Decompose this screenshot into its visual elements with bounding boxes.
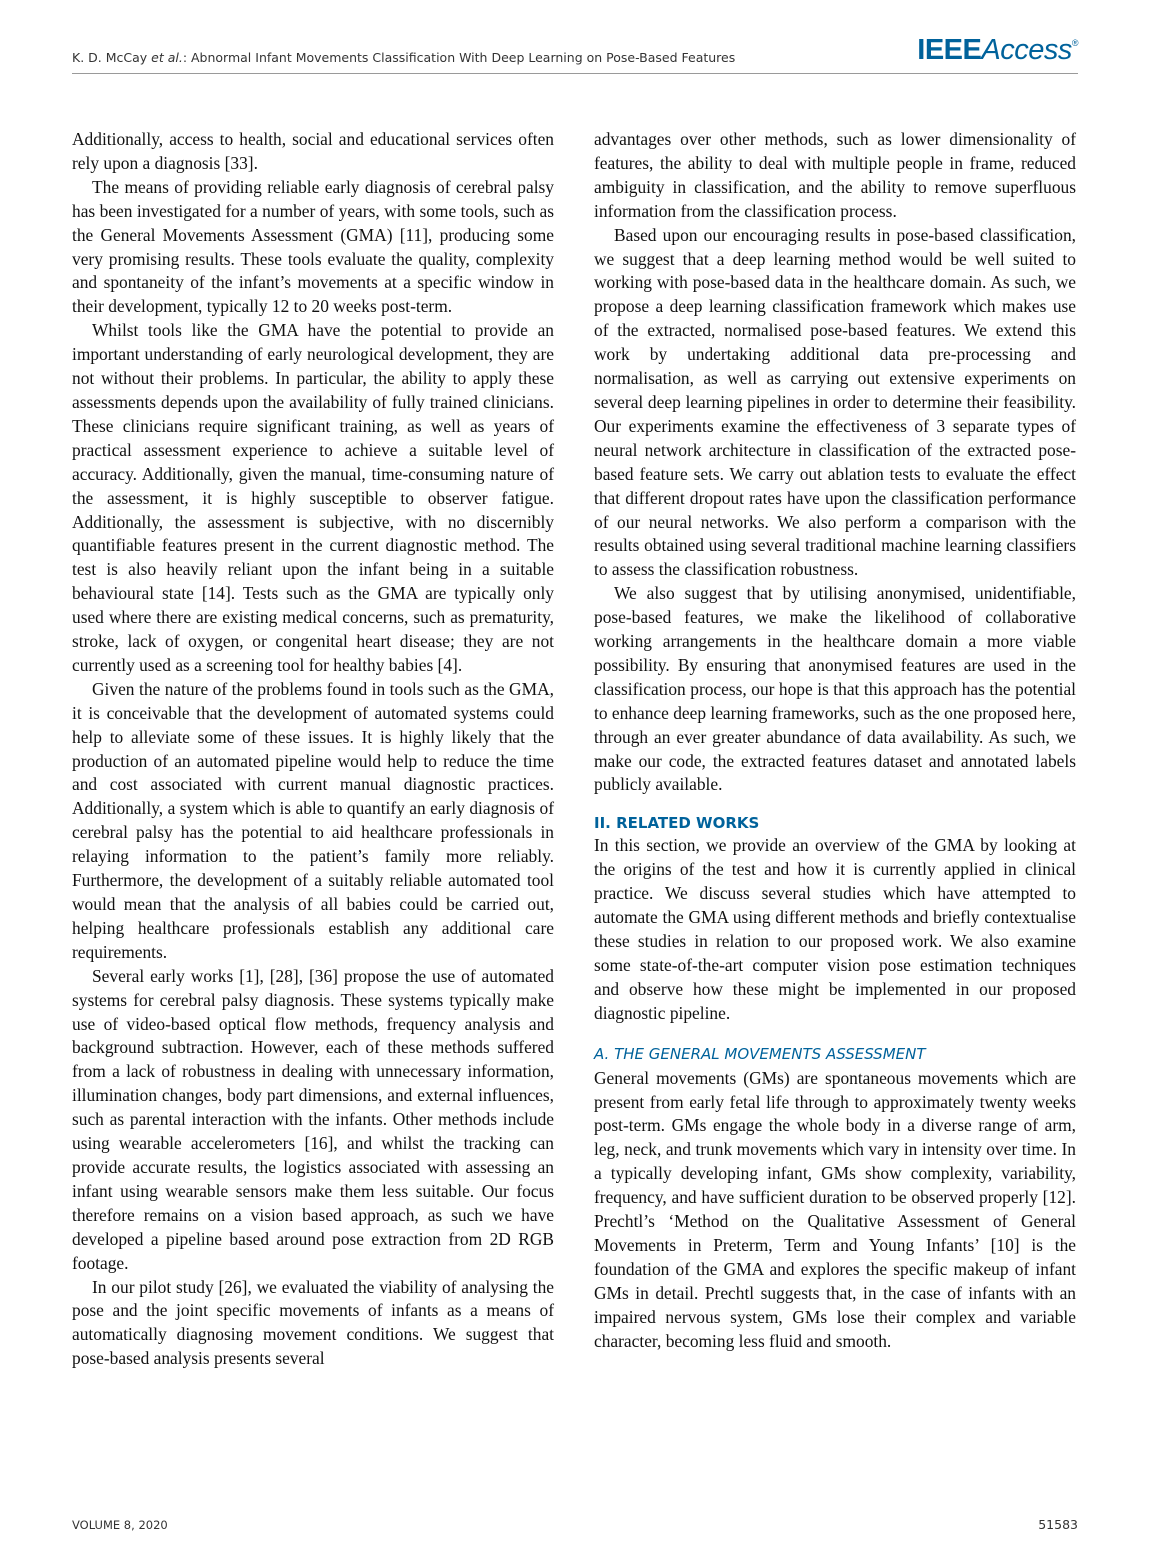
running-head-authors: K. D. McCay xyxy=(72,50,152,65)
footer-volume: VOLUME 8, 2020 xyxy=(72,1518,168,1532)
right-column xyxy=(594,128,1076,1354)
subsection-heading-gma: A. THE GENERAL MOVEMENTS ASSESSMENT xyxy=(594,1044,926,1063)
paragraph: Given the nature of the problems found in tools such as the GMA, it is conceivable that the development of automated systems could help to alleviate some of these issues. It is highly likely that the production of an automated pipeline would help to reduce the time and cost associated with current manual diagnostic practices. Additionally, a system which is able to quantify an early diagnosis of cerebral palsy has the potential to aid healthcare professionals in relaying information to the patient’s family more reliably. Furthermore, the development of a suitably reliable automated tool would mean that the analysis of all babies could be carried out, helping healthcare professionals establish any additional care requirements. xyxy=(72,678,554,962)
running-head-title: : Abnormal Infant Movements Classification With Deep Learning on Pose-Based Features xyxy=(182,50,736,65)
paragraph: In our pilot study [26], we evaluated the viability of analysing the pose and the joint specific movements of infants as a means of automatically diagnosing movement conditions. We suggest that pose-based analysis presents several xyxy=(72,1276,554,1369)
paragraph: We also suggest that by utilising anonymised, unidentifiable, pose-based features, we make the likelihood of collaborative working arrangements in the healthcare domain a more viable possibility. By ensuring that anonymised features are used in the classification process, our hope is that this approach has the potential to enhance deep learning frameworks, such as the one proposed here, through an ever greater abundance of data availability. As such, we make our code, the extracted features dataset and annotated labels publicly available. xyxy=(594,583,1076,795)
paragraph: Additionally, access to health, social and educational services often rely upon a diagnosis [33]. xyxy=(72,129,554,173)
paragraph: General movements (GMs) are spontaneous movements which are present from early fetal life through to approximately twenty weeks post-term. GMs engage the whole body in a diverse range of arm, leg, neck, and trunk movements which vary in intensity over time. In a typically developing infant, GMs show complexity, variability, frequency, and have sufficient duration to be observed properly [12]. Prechtl’s ‘Method on the Qualitative Assessment of General Movements in Preterm, Term and Young Infants’ [10] is the foundation of the GMA and explores the specific makeup of infant GMs in detail. Prechtl suggests that, in the case of infants with an impaired nervous system, GMs lose their complex and variable character, becoming less fluid and smooth. xyxy=(594,1067,1076,1351)
paragraph: In this section, we provide an overview of the GMA by looking at the origins of the test and how it is currently applied in clinical practice. We discuss several studies which have attempted to automate the GMA using different methods and briefly contextualise these studies in relation to our proposed work. We also examine some state-of-the-art computer vision pose estimation techniques and observe how these might be implemented in our proposed diagnostic pipeline. xyxy=(594,835,1076,1023)
paragraph: Whilst tools like the GMA have the potential to provide an important understanding of early neurological development, they are not without their problems. In particular, the ability to apply these assessments depends upon the availability of fully trained clinicians. These clinicians require significant training, as well as years of practical assessment experience to achieve a suitable level of accuracy. Additionally, given the manual, time-consuming nature of the assessment, it is highly susceptible to observer fatigue. Additionally, the assessment is subjective, with no discernibly quantifiable features present in the current diagnostic method. The test is also heavily reliant upon the infant being in a suitable behavioural state [14]. Tests such as the GMA are typically only used where there are existing medical concerns, such as prematurity, stroke, lack of oxygen, or congenital heart disease; they are not currently used as a screening tool for healthy babies [4]. xyxy=(72,320,554,675)
running-head xyxy=(72,50,772,65)
header-divider xyxy=(72,73,1078,74)
paragraph: The means of providing reliable early diagnosis of cerebral palsy has been investigated for a number of years, with some tools, such as the General Movements Assessment (GMA) [11], producing some very promising results. These tools evaluate the quality, complexity and spontaneity of the infant’s movements at a specific window in their development, typically 12 to 20 weeks post-term. xyxy=(72,176,554,317)
logo-registered-mark: ® xyxy=(1071,38,1078,48)
ieee-access-logo xyxy=(917,34,1078,67)
paragraph: Based upon our encouraging results in pose-based classification, we suggest that a deep learning method would be well suited to working with pose-based data in the healthcare domain. As such, we propose a deep learning classification framework which makes use of the extracted, normalised pose-based features. We extend this work by undertaking additional data pre-processing and normalisation, as well as carrying out extensive experiments on several deep learning pipelines in order to determine their feasibility. Our experiments examine the effectiveness of 3 separate types of neural network architecture in classification of the extracted pose-based feature sets. We carry out ablation tests to evaluate the effect that different dropout rates have upon the classification performance of our neural networks. We also perform a comparison with the results obtained using several traditional machine learning classifiers to assess the classification robustness. xyxy=(594,224,1076,580)
running-head-etal: et al. xyxy=(151,50,183,65)
footer-page-number: 51583 xyxy=(1038,1517,1078,1532)
logo-access-text: Access xyxy=(981,34,1072,66)
left-column xyxy=(72,128,554,1371)
paragraph: Several early works [1], [28], [36] propose the use of automated systems for cerebral palsy diagnosis. These systems typically make use of video-based optical flow methods, frequency analysis and background subtraction. However, each of these methods suffered from a lack of robustness in dealing with unnecessary information, illumination changes, body part dimensions, and external influences, such as parental interaction with the infants. Other methods include using wearable accelerometers [16], and whilst the tracking can provide accurate results, the logistics associated with assessing an infant using wearable sensors make them less suitable. Our focus therefore remains on a vision based approach, as such we have developed a pipeline based around pose extraction from 2D RGB footage. xyxy=(72,965,554,1273)
logo-ieee-text: IEEE xyxy=(917,34,982,66)
section-heading-related-works: II. RELATED WORKS xyxy=(594,814,760,833)
paragraph: advantages over other methods, such as lower dimensionality of features, the ability to deal with multiple people in frame, reduced ambiguity in classification, and the ability to remove superfluous information from the classification process. xyxy=(594,129,1076,221)
